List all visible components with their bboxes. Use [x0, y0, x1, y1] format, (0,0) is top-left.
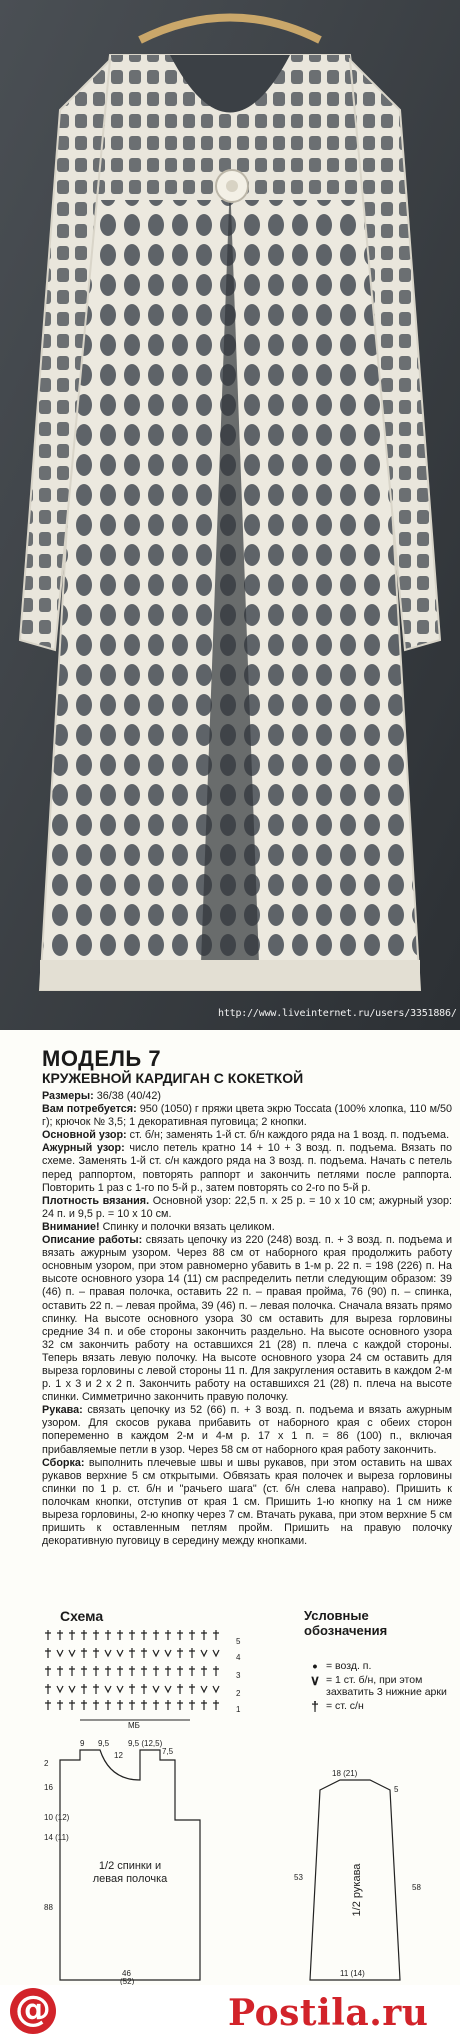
postila-at-logo-icon: @	[10, 1988, 56, 2034]
row-number-1: 1	[236, 1705, 241, 1714]
sleeves-value: связать цепочку из 52 (66) п. + 3 возд. п. подъема и вязать ажурным узором. Для скосов рукава прибавить от наборного края с обеих сторон попеременно в каждом 2-м и 4-м р. 17 x 1 п. = 86 (100) п., включая прибавляемые петли в узор. Через 58 см от наборного края работу закончить.	[42, 1404, 452, 1456]
scheme-title: Схема	[60, 1608, 104, 1624]
double-crochet-symbol	[177, 1684, 183, 1694]
dim-bottom-1: 46	[122, 1969, 131, 1978]
dim-top-2: 9,5	[98, 1740, 110, 1748]
double-crochet-symbol	[189, 1666, 195, 1676]
double-crochet-symbol	[201, 1666, 207, 1676]
single-crochet-symbol	[165, 1650, 171, 1656]
double-crochet-symbol	[213, 1630, 219, 1640]
single-crochet-symbol	[201, 1650, 207, 1656]
double-crochet-symbol	[117, 1630, 123, 1640]
dim-top-5: 7,5	[162, 1747, 174, 1756]
dim-sleeve-5: 11 (14)	[340, 1969, 365, 1978]
single-crochet-symbol	[201, 1686, 207, 1692]
materials-label: Вам потребуется:	[42, 1103, 137, 1116]
double-crochet-symbol	[189, 1684, 195, 1694]
crochet-chart	[40, 1620, 250, 1730]
double-crochet-icon: †	[311, 1698, 319, 1714]
rapport-label: МБ	[128, 1721, 140, 1730]
legend-title: Условные обозначения	[304, 1608, 388, 1638]
double-crochet-symbol	[57, 1666, 63, 1676]
double-crochet-symbol	[57, 1630, 63, 1640]
dim-sleeve-1: 18 (21)	[332, 1769, 358, 1778]
double-crochet-symbol	[45, 1684, 51, 1694]
model-subtitle: КРУЖЕВНОЙ КАРДИГАН С КОКЕТКОЙ	[42, 1070, 304, 1086]
single-crochet-symbol	[69, 1686, 75, 1692]
double-crochet-symbol	[213, 1700, 219, 1710]
legend	[304, 1660, 454, 1714]
dim-top-1: 9	[80, 1740, 85, 1748]
work-value: связать цепочку из 220 (248) возд. п. + 3 возд. п. подъема и вязать ажурным узором. Через 88 см от наборного края продолжить работу основным узором, при этом равномерно убавить в 1-м р. 22 п. = 198 (226) п. На высоте основного узора 14 (11) см распределить петли следующим образом: 39 (46) п. – правая полочка, оставить 22 п. – правая пройма, 76 (90) п. – спинка, оставить 22 п. – левая пройма, 39 (46) п. – левая полочка. Сначала вязать прямо спинку. На высоте основного узора 30 см оставить для выреза горловины средние 34 п. и обе стороны закончить раздельно. На высоте основного узора 32 см закончить работу на оставшихся 21 (28) п. плеча с каждой стороны. Теперь вязать левую полочку. На высоте основного узора 24 см оставить для выреза горловины с левой стороны 11 п. Для закругления оставить в каждом 2-м р. 1 x 3 и 2 x 2 п. Закончить работу на оставшихся 21 (28) п. плеча на высоте спинки. Симметрично закончить правую полочку.	[42, 1234, 453, 1404]
double-crochet-symbol	[57, 1700, 63, 1710]
dim-left-4: 14 (11)	[44, 1833, 69, 1842]
double-crochet-symbol	[45, 1648, 51, 1658]
row-number-2: 2	[236, 1689, 241, 1698]
double-crochet-symbol	[45, 1630, 51, 1640]
double-crochet-symbol	[141, 1666, 147, 1676]
dim-sleeve-3: 53	[294, 1873, 303, 1882]
double-crochet-symbol	[45, 1700, 51, 1710]
materials-value: 950 (1050) г пряжи цвета экрю Toccata (100% хлопка, 110 м/50 г); крючок № 3,5; 1 декоративная пуговица; 2 кнопки.	[42, 1103, 452, 1129]
single-crochet-symbol	[69, 1650, 75, 1656]
legend-text-dc: = ст. с/н	[326, 1700, 364, 1712]
dim-left-1: 2	[44, 1759, 49, 1768]
main-pattern-label: Основной узор:	[42, 1129, 127, 1142]
single-crochet-symbol	[213, 1686, 219, 1692]
dim-top-4: 9,5 (12,5)	[128, 1740, 163, 1748]
assembly-paragraph	[42, 1457, 452, 1549]
double-crochet-symbol	[153, 1666, 159, 1676]
double-crochet-symbol	[93, 1630, 99, 1640]
double-crochet-symbol	[93, 1648, 99, 1658]
lace-pattern-value: число петель кратно 14 + 10 + 3 возд. п. подъема. Вязать по схеме. Заменять 1-й ст. с/н каждого ряда на 3 возд. п. подъема. Начать с петель перед раппортом, повторять раппорт и закончить петлями после раппорта. Повторить 1 раз с 1-го по 5-й р., затем повторять со 2-го по 5-й р.	[42, 1142, 452, 1194]
sizes-paragraph	[42, 1090, 452, 1103]
double-crochet-symbol	[117, 1700, 123, 1710]
single-crochet-symbol	[105, 1686, 111, 1692]
double-crochet-symbol	[189, 1630, 195, 1640]
legend-item-dc	[304, 1700, 454, 1712]
attention-label: Внимание!	[42, 1220, 100, 1233]
double-crochet-symbol	[141, 1648, 147, 1658]
double-crochet-symbol	[141, 1684, 147, 1694]
assembly-value: выполнить плечевые швы и швы рукавов, при этом оставить на швах рукавов верхние 5 см открытыми. Обвязать края полочек и выреза горловины спинки по 1 р. ст. б/н и "рачьего шага" (ст. б/н слева направо). Пришить к полочкам кнопки, отступив от края 1 см. Пришить 1-ю кнопку на 1 см ниже выреза горловины, 2-ю кнопку через 7 см. Втачать рукава, при этом верхние 5 см пришить к оставленным петлям пройм. Пришить на правую полочку декоративную пуговицу в середину между кнопками.	[42, 1456, 452, 1548]
work-label: Описание работы:	[42, 1234, 143, 1247]
double-crochet-symbol	[69, 1630, 75, 1640]
row-number-5: 5	[236, 1637, 241, 1646]
main-pattern-paragraph	[42, 1129, 452, 1142]
dim-left-5: 88	[44, 1903, 53, 1912]
single-crochet-symbol	[117, 1686, 123, 1692]
dim-sleeve-4: 58	[412, 1883, 421, 1892]
double-crochet-symbol	[165, 1700, 171, 1710]
dim-top-3: 12	[114, 1751, 123, 1760]
single-crochet-symbol	[105, 1650, 111, 1656]
row-number-3: 3	[236, 1671, 241, 1680]
double-crochet-symbol	[81, 1684, 87, 1694]
double-crochet-symbol	[93, 1700, 99, 1710]
double-crochet-symbol	[81, 1700, 87, 1710]
pattern-diagram	[40, 1740, 440, 1985]
single-crochet-symbol	[57, 1650, 63, 1656]
legend-item-sc	[304, 1674, 454, 1698]
dim-left-2: 16	[44, 1783, 53, 1792]
single-crochet-symbol	[153, 1650, 159, 1656]
double-crochet-symbol	[81, 1666, 87, 1676]
attention-paragraph	[42, 1221, 452, 1234]
double-crochet-symbol	[69, 1700, 75, 1710]
double-crochet-symbol	[93, 1684, 99, 1694]
lace-pattern-paragraph	[42, 1142, 452, 1194]
instructions-text	[42, 1090, 452, 1548]
sleeves-paragraph	[42, 1404, 452, 1456]
single-crochet-symbol	[213, 1650, 219, 1656]
single-crochet-symbol	[117, 1650, 123, 1656]
double-crochet-symbol	[105, 1666, 111, 1676]
double-crochet-symbol	[129, 1666, 135, 1676]
double-crochet-symbol	[177, 1666, 183, 1676]
model-title: МОДЕЛЬ 7	[42, 1046, 162, 1071]
double-crochet-symbol	[177, 1648, 183, 1658]
sleeves-label: Рукава:	[42, 1404, 83, 1417]
legend-item-chain	[304, 1660, 454, 1672]
legend-text-sc: = 1 ст. б/н, при этом захватить 3 нижние арки	[326, 1674, 447, 1698]
watermark-url: http://www.liveinternet.ru/users/3351886/	[218, 1008, 457, 1019]
density-value: Основной узор: 22,5 п. x 25 р. = 10 x 10 см; ажурный узор: 24 п. и 9,5 р. = 10 x 10 см.	[42, 1194, 452, 1220]
double-crochet-symbol	[141, 1700, 147, 1710]
attention-value: Спинку и полочки вязать целиком.	[99, 1220, 275, 1233]
double-crochet-symbol	[129, 1700, 135, 1710]
double-crochet-symbol	[177, 1700, 183, 1710]
double-crochet-symbol	[153, 1700, 159, 1710]
dim-left-3: 10 (12)	[44, 1813, 70, 1822]
work-paragraph	[42, 1234, 452, 1404]
double-crochet-symbol	[201, 1700, 207, 1710]
dim-sleeve-2: 5	[394, 1785, 399, 1794]
double-crochet-symbol	[45, 1666, 51, 1676]
double-crochet-symbol	[129, 1630, 135, 1640]
assembly-label: Сборка:	[42, 1456, 85, 1469]
single-crochet-icon: ∨	[309, 1672, 321, 1688]
double-crochet-symbol	[141, 1630, 147, 1640]
double-crochet-symbol	[177, 1630, 183, 1640]
double-crochet-symbol	[81, 1648, 87, 1658]
sleeve-piece-label: 1/2 рукава	[351, 1863, 363, 1917]
double-crochet-symbol	[105, 1700, 111, 1710]
double-crochet-symbol	[117, 1666, 123, 1676]
double-crochet-symbol	[69, 1666, 75, 1676]
body-piece-label: 1/2 спинки и левая полочка	[92, 1860, 168, 1885]
double-crochet-symbol	[213, 1666, 219, 1676]
double-crochet-symbol	[165, 1630, 171, 1640]
legend-text-chain: = возд. п.	[326, 1660, 372, 1672]
double-crochet-symbol	[129, 1684, 135, 1694]
double-crochet-symbol	[165, 1666, 171, 1676]
double-crochet-symbol	[189, 1648, 195, 1658]
materials-paragraph	[42, 1103, 452, 1129]
postila-logo: Postila.ru	[228, 1992, 429, 2034]
density-label: Плотность вязания.	[42, 1194, 150, 1207]
density-paragraph	[42, 1195, 452, 1221]
single-crochet-symbol	[153, 1686, 159, 1692]
sizes-label: Размеры:	[42, 1090, 94, 1102]
double-crochet-symbol	[81, 1630, 87, 1640]
double-crochet-symbol	[201, 1630, 207, 1640]
lace-pattern-label: Ажурный узор:	[42, 1142, 125, 1155]
row-number-4: 4	[236, 1653, 241, 1662]
double-crochet-symbol	[93, 1666, 99, 1676]
single-crochet-symbol	[165, 1686, 171, 1692]
double-crochet-symbol	[153, 1630, 159, 1640]
double-crochet-symbol	[129, 1648, 135, 1658]
dim-bottom-2: (52)	[120, 1977, 135, 1985]
double-crochet-symbol	[189, 1700, 195, 1710]
main-pattern-value: ст. б/н; заменять 1-й ст. б/н каждого ряда на 1 возд. п. подъема.	[126, 1129, 450, 1142]
double-crochet-symbol	[105, 1630, 111, 1640]
sizes-value: 36/38 (40/42)	[93, 1090, 161, 1102]
chain-stitch-icon: •	[312, 1658, 318, 1674]
single-crochet-symbol	[57, 1686, 63, 1692]
